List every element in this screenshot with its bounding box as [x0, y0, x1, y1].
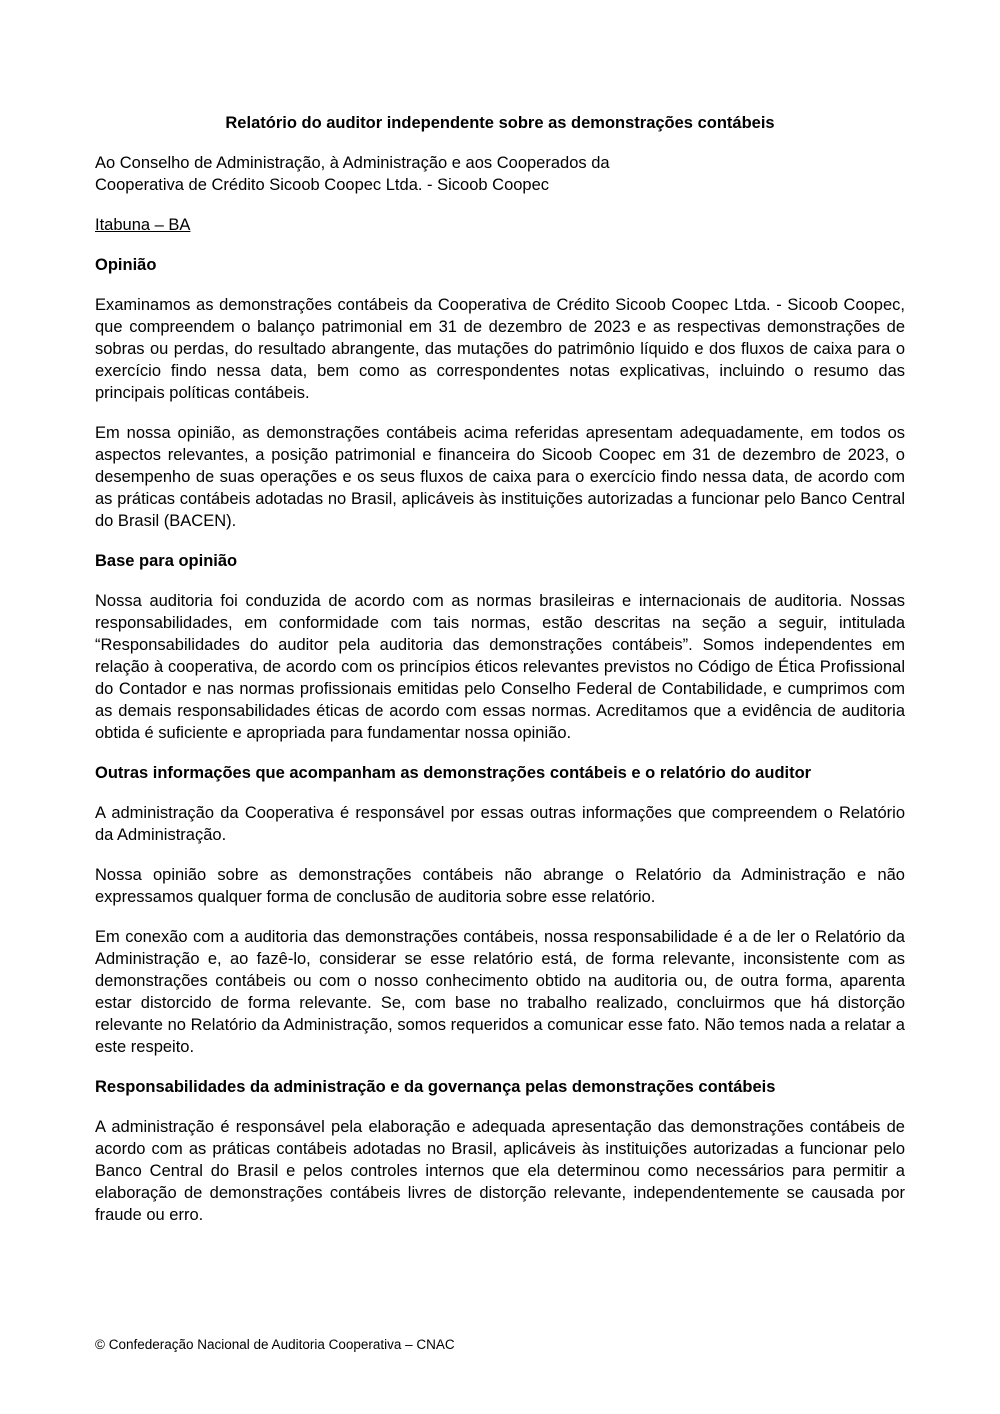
paragraph-outras-informacoes-3: Em conexão com a auditoria das demonstrações contábeis, nossa responsabilidade é a de ler o Relatório da Administração e, ao fazê-lo, considerar se esse relatório está, de forma relevante, inconsistente com as demonstrações contábeis ou com o nosso conhecimento obtido na auditoria ou, de outra forma, aparenta estar distorcido de forma relevante. Se, com base no trabalho realizado, concluirmos que há distorção relevante no Relatório da Administração, somos requeridos a comunicar esse fato. Não temos nada a relatar a este respeito.: [95, 928, 905, 1056]
location-line: Itabuna – BA: [95, 216, 191, 234]
copyright-footer: © Confederação Nacional de Auditoria Cooperativa – CNAC: [95, 1337, 455, 1352]
recipient-line-1: Ao Conselho de Administração, à Administração e aos Cooperados da: [95, 154, 610, 172]
section-heading-responsabilidades-administracao: Responsabilidades da administração e da governança pelas demonstrações contábeis: [95, 1078, 776, 1096]
recipient-line-2: Cooperativa de Crédito Sicoob Coopec Ltda. - Sicoob Coopec: [95, 176, 550, 194]
paragraph-outras-informacoes-2: Nossa opinião sobre as demonstrações contábeis não abrange o Relatório da Administração e não expressamos qualquer forma de conclusão de auditoria sobre esse relatório.: [95, 866, 905, 906]
section-heading-base-para-opiniao: Base para opinião: [95, 552, 238, 570]
recipient-block: [95, 152, 905, 196]
document-title: Relatório do auditor independente sobre as demonstrações contábeis: [225, 114, 775, 132]
section-heading-outras-informacoes: Outras informações que acompanham as demonstrações contábeis e o relatório do auditor: [95, 764, 812, 782]
section-opiniao: [95, 254, 905, 532]
section-outras-informacoes: [95, 762, 905, 1058]
paragraph-responsabilidades-administracao-1: A administração é responsável pela elaboração e adequada apresentação das demonstrações contábeis de acordo com as práticas contábeis adotadas no Brasil, aplicáveis às instituições autorizadas a funcionar pelo Banco Central do Brasil e pelos controles internos que ela determinou como necessários para permitir a elaboração de demonstrações contábeis livres de distorção relevante, independentemente se causada por fraude ou erro.: [95, 1118, 905, 1224]
section-responsabilidades-administracao: [95, 1076, 905, 1226]
paragraph-base-para-opiniao-1: Nossa auditoria foi conduzida de acordo com as normas brasileiras e internacionais de auditoria. Nossas responsabilidades, em conformidade com tais normas, estão descritas na seção a seguir, intitulada “Responsabilidades do auditor pela auditoria das demonstrações contábeis”. Somos independentes em relação à cooperativa, de acordo com os princípios éticos relevantes previstos no Código de Ética Profissional do Contador e nas normas profissionais emitidas pelo Conselho Federal de Contabilidade, e cumprimos com as demais responsabilidades éticas de acordo com essas normas. Acreditamos que a evidência de auditoria obtida é suficiente e apropriada para fundamentar nossa opinião.: [95, 592, 905, 742]
paragraph-outras-informacoes-1: A administração da Cooperativa é responsável por essas outras informações que compreendem o Relatório da Administração.: [95, 804, 905, 844]
paragraph-opiniao-1: Examinamos as demonstrações contábeis da Cooperativa de Crédito Sicoob Coopec Ltda. - Sicoob Coopec, que compreendem o balanço patrimonial em 31 de dezembro de 2023 e as respectivas demonstrações de sobras ou perdas, do resultado abrangente, das mutações do patrimônio líquido e dos fluxos de caixa para o exercício findo nessa data, bem como as correspondentes notas explicativas, incluindo o resumo das principais políticas contábeis.: [95, 296, 905, 402]
paragraph-opiniao-2: Em nossa opinião, as demonstrações contábeis acima referidas apresentam adequadamente, em todos os aspectos relevantes, a posição patrimonial e financeira do Sicoob Coopec em 31 de dezembro de 2023, o desempenho de suas operações e os seus fluxos de caixa para o exercício findo nessa data, de acordo com as práticas contábeis adotadas no Brasil, aplicáveis às instituições autorizadas a funcionar pelo Banco Central do Brasil (BACEN).: [95, 424, 905, 530]
section-heading-opiniao: Opinião: [95, 256, 157, 274]
section-base-para-opiniao: [95, 550, 905, 744]
